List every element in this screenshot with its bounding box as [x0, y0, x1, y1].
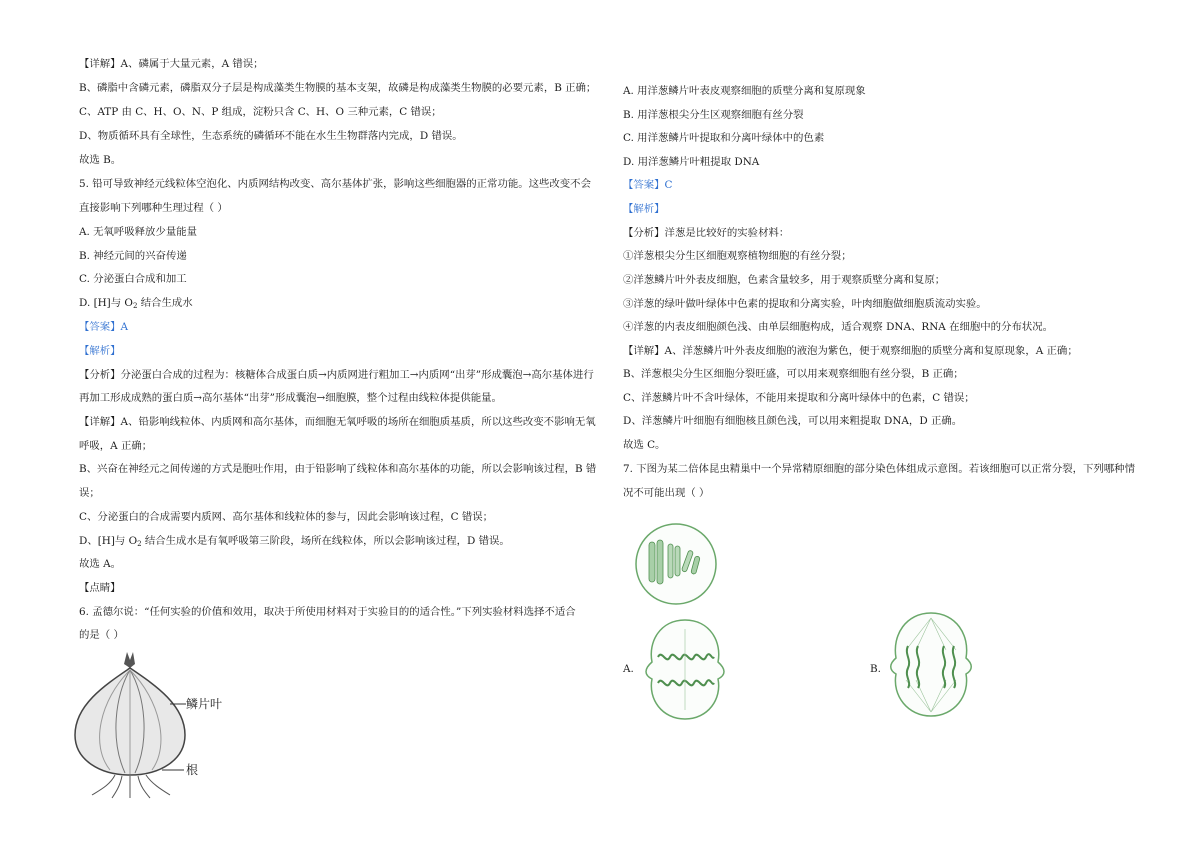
onion-label-leaf: 鳞片叶	[186, 697, 223, 711]
explain-c: C、ATP 由 C、H、O、N、P 组成，淀粉只含 C、H、O 三种元素，C 错误；	[79, 106, 442, 118]
onion-label-root: 根	[186, 763, 199, 777]
q5-detail-d: D、[H]与 $O_2$ 结合生成水是有氧呼吸第三阶段，场所在线粒体，所以会影响该过程，D 错误。	[79, 535, 510, 548]
q7-cell-diagram	[632, 520, 722, 610]
q7-stem-line1: 7. 下图为某二倍体昆虫精巢中一个异常精原细胞的部分染色体组成示意图。若该细胞可以正常分裂，下列哪种情	[623, 463, 1135, 475]
explain-d: D、物质循环具有全球性，生态系统的磷循环不能在水生生物群落内完成，D 错误。	[79, 130, 463, 142]
q6-option-d: D. 用洋葱鳞片叶粗提取 DNA	[623, 156, 760, 168]
q6-analysis-1: ①洋葱根尖分生区细胞观察植物细胞的有丝分裂；	[623, 250, 852, 262]
q7-option-b-label: B.	[870, 663, 881, 675]
q7-option-a-cell	[640, 617, 730, 722]
q6-option-b: B. 用洋葱根尖分生区观察细胞有丝分裂	[623, 109, 804, 121]
q5-analysis-heading: 【解析】	[79, 345, 121, 357]
q6-analysis-3: ③洋葱的绿叶做叶绿体中色素的提取和分离实验，叶肉细胞做细胞质流动实验。	[623, 298, 987, 310]
q6-analysis-4: ④洋葱的内表皮细胞颜色浅、由单层细胞构成，适合观察 DNA、RNA 在细胞中的分布状况。	[623, 321, 1054, 333]
q5-detail-b-line2: 误；	[79, 487, 100, 499]
explain-a: 【详解】A、磷属于大量元素，A 错误；	[79, 58, 264, 70]
q6-option-c: C. 用洋葱鳞片叶提取和分离叶绿体中的色素	[623, 132, 825, 144]
q5-answer: 【答案】A	[79, 321, 129, 333]
q5-option-a: A. 无氧呼吸释放少量能量	[79, 226, 198, 238]
q6-detail-b: B、洋葱根尖分生区细胞分裂旺盛，可以用来观察细胞有丝分裂，B 正确；	[623, 368, 964, 380]
q6-stem-line1: 6. 孟德尔说：“任何实验的价值和效用，取决于所使用材料对于实验目的的适合性。”下列实验材料选择不适合	[79, 606, 576, 618]
q6-stem-line2: 的是（ ）	[79, 629, 124, 641]
q7-option-a-label: A.	[623, 663, 634, 675]
q7-option-b-cell	[886, 610, 976, 720]
explain-b: B、磷脂中含磷元素，磷脂双分子层是构成藻类生物膜的基本支架，故磷是构成藻类生物膜的必要元素，B 正确；	[79, 82, 597, 94]
q6-option-a: A. 用洋葱鳞片叶表皮观察细胞的质壁分离和复原现象	[623, 85, 866, 97]
q5-stem-line1: 5. 铅可导致神经元线粒体空泡化、内质网结构改变、高尔基体扩张，影响这些细胞器的正常功能。这些改变不会	[79, 178, 591, 190]
q5-option-b: B. 神经元间的兴奋传递	[79, 250, 187, 262]
q6-answer: 【答案】C	[623, 179, 673, 191]
choose-b: 故选 B。	[79, 154, 122, 166]
q6-choose: 故选 C。	[623, 439, 666, 451]
q6-detail-d: D、洋葱鳞片叶细胞有细胞核且颜色浅，可以用来粗提取 DNA，D 正确。	[623, 415, 963, 427]
q5-detail-c: C、分泌蛋白的合成需要内质网、高尔基体和线粒体的参与，因此会影响该过程，C 错误；	[79, 511, 494, 523]
q6-detail-a: 【详解】A、洋葱鳞片叶外表皮细胞的液泡为紫色，便于观察细胞的质壁分离和复原现象，A 正确；	[623, 345, 1078, 357]
q5-option-c: C. 分泌蛋白合成和加工	[79, 273, 187, 285]
q5-analysis-line2: 再加工形成成熟的蛋白质→高尔基体“出芽”形成囊泡→细胞膜，整个过程由线粒体提供能量。	[79, 392, 502, 404]
q5-remark-heading: 【点睛】	[79, 582, 121, 594]
q5-detail-b-line1: B、兴奋在神经元之间传递的方式是胞吐作用，由于铅影响了线粒体和高尔基体的功能，所以会影响该过程，B 错	[79, 463, 597, 475]
q7-stem-line2: 况不可能出现（ ）	[623, 487, 710, 499]
q5-detail-a-line1: 【详解】A、铅影响线粒体、内质网和高尔基体，而细胞无氧呼吸的场所在细胞质基质，所以这些改变不影响无氧	[79, 416, 596, 428]
q6-analysis-heading: 【解析】	[623, 203, 665, 215]
q5-option-d: D. [H]与 $O_2$ 结合生成水	[79, 297, 193, 310]
q5-stem-line2: 直接影响下列哪种生理过程（ ）	[79, 202, 228, 214]
q6-analysis-2: ②洋葱鳞片叶外表皮细胞，色素含量较多，用于观察质壁分离和复原；	[623, 274, 946, 286]
q6-analysis-intro: 【分析】洋葱是比较好的实验材料：	[623, 227, 790, 239]
q5-analysis-line1: 【分析】分泌蛋白合成的过程为：核糖体合成蛋白质→内质网进行粗加工→内质网“出芽”形成囊泡→高尔基体进行	[79, 369, 594, 381]
q6-detail-c: C、洋葱鳞片叶不含叶绿体，不能用来提取和分离叶绿体中的色素，C 错误；	[623, 392, 975, 404]
q5-choose: 故选 A。	[79, 558, 121, 570]
onion-figure	[70, 650, 250, 800]
q5-detail-a-line2: 呼吸，A 正确；	[79, 440, 153, 452]
